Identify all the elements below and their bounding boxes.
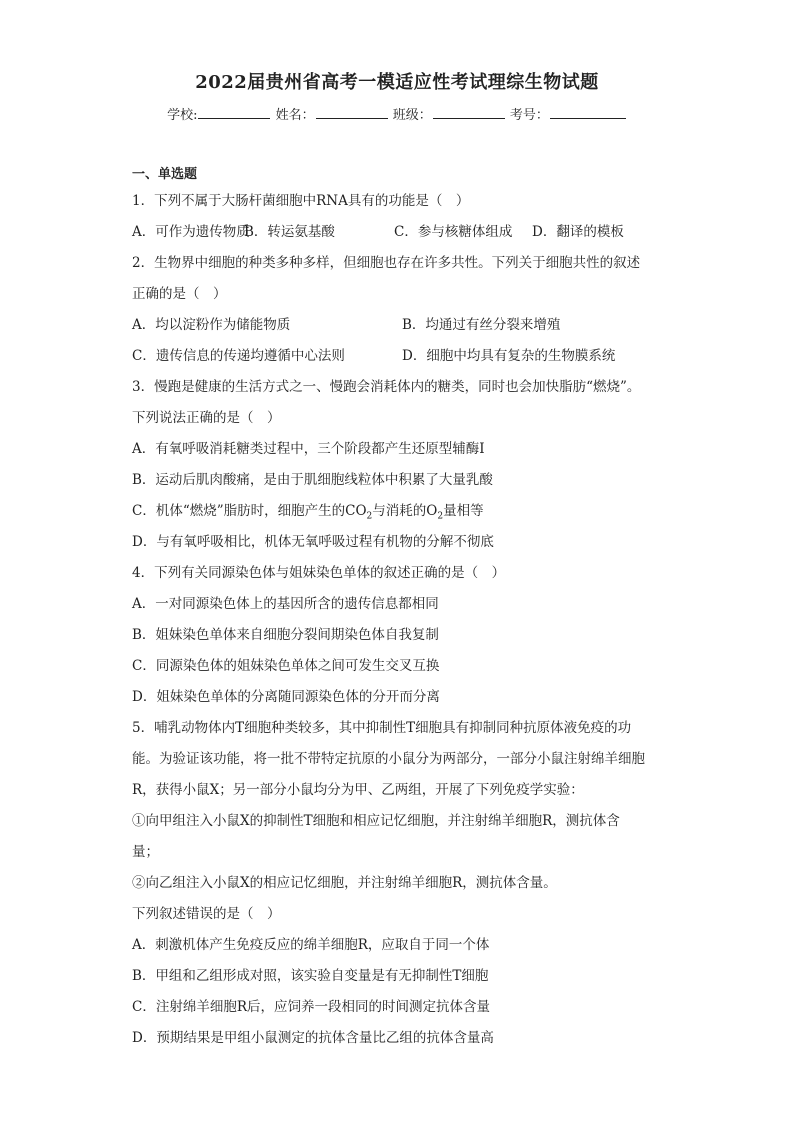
q2-option-b[interactable]: B．均通过有丝分裂来增殖 bbox=[402, 317, 561, 333]
questions bbox=[132, 164, 672, 1054]
q3-stem-cont: 下列说法正确的是（ ） bbox=[132, 410, 281, 426]
q2-option-d[interactable]: D．细胞中均具有复杂的生物膜系统 bbox=[402, 348, 616, 364]
page-title: 2022届贵州省高考一模适应性考试理综生物试题 bbox=[195, 72, 599, 93]
q3-option-d[interactable]: D．与有氧呼吸相比，机体无氧呼吸过程有机物的分解不彻底 bbox=[132, 534, 494, 550]
q4-option-d[interactable]: D．姐妹染色单体的分离随同源染色体的分开而分离 bbox=[132, 689, 440, 705]
school-label: 学校: bbox=[167, 108, 198, 123]
q3-option-a[interactable]: A．有氧呼吸消耗糖类过程中，三个阶段都产生还原型辅酶Ⅰ bbox=[132, 441, 485, 457]
q1-option-c[interactable]: C．参与核糖体组成 bbox=[394, 224, 513, 240]
school-blank[interactable] bbox=[198, 106, 270, 119]
q5-option-b[interactable]: B．甲组和乙组形成对照，该实验自变量是有无抑制性T细胞 bbox=[132, 968, 489, 984]
o2-subscript: 2 bbox=[437, 511, 444, 522]
q5-option-a[interactable]: A．刺激机体产生免疫反应的绵羊细胞R，应取自于同一个体 bbox=[132, 937, 490, 953]
q4-stem: 4．下列有关同源染色体与姐妹染色单体的叙述正确的是（ ） bbox=[132, 565, 506, 581]
q2-options-row1 bbox=[132, 310, 672, 341]
q4-option-c[interactable]: C．同源染色体的姐妹染色单体之间可发生交叉互换 bbox=[132, 658, 440, 674]
q5-stem-cont1: 能。为验证该功能，将一批不带特定抗原的小鼠分为两部分，一部分小鼠注射绵羊细胞 bbox=[132, 751, 645, 767]
q1-stem: 1．下列不属于大肠杆菌细胞中RNA具有的功能是（ ） bbox=[132, 193, 470, 209]
q2-stem: 2．生物界中细胞的种类多种多样，但细胞也存在许多共性。下列关于细胞共性的叙述 bbox=[132, 255, 641, 271]
q5-experiment-1: ①向甲组注入小鼠X的抑制性T细胞和相应记忆细胞，并注射绵羊细胞R，测抗体含 bbox=[132, 813, 620, 829]
q1-option-b[interactable]: B．转运氨基酸 bbox=[244, 224, 335, 240]
student-info-line bbox=[0, 104, 794, 123]
co2-subscript: 2 bbox=[366, 511, 373, 522]
q1-options bbox=[132, 217, 672, 248]
q2-stem-cont: 正确的是（ ） bbox=[132, 286, 227, 302]
q4-option-a[interactable]: A．一对同源染色体上的基因所含的遗传信息都相同 bbox=[132, 596, 439, 612]
q5-experiment-2: ②向乙组注入小鼠X的相应记忆细胞，并注射绵羊细胞R，测抗体含量。 bbox=[132, 875, 557, 891]
q2-option-a[interactable]: A．均以淀粉作为储能物质 bbox=[132, 317, 291, 333]
q2-option-c[interactable]: C．遗传信息的传递均遵循中心法则 bbox=[132, 348, 345, 364]
q5-option-c[interactable]: C．注射绵羊细胞R后，应饲养一段相同的时间测定抗体含量 bbox=[132, 999, 490, 1015]
q3-option-c-text1: C．机体“燃烧”脂肪时，细胞产生的CO bbox=[132, 503, 367, 519]
q5-question: 下列叙述错误的是（ ） bbox=[132, 906, 281, 922]
class-label: 班级： bbox=[392, 108, 432, 123]
section-heading: 一、单选题 bbox=[132, 167, 198, 182]
name-label: 姓名： bbox=[275, 108, 315, 123]
q3-option-c-text2: 与消耗的O bbox=[372, 503, 438, 519]
q5-experiment-1-cont: 量； bbox=[132, 844, 159, 860]
q3-stem: 3．慢跑是健康的生活方式之一、慢跑会消耗体内的糖类，同时也会加快脂肪“燃烧”。 bbox=[132, 379, 641, 395]
q4-option-b[interactable]: B．姐妹染色单体来自细胞分裂间期染色体自我复制 bbox=[132, 627, 439, 643]
q3-option-c-text3: 量相等 bbox=[443, 503, 484, 519]
name-blank[interactable] bbox=[316, 106, 388, 119]
class-blank[interactable] bbox=[433, 106, 505, 119]
q1-option-a[interactable]: A．可作为遗传物质 bbox=[132, 224, 250, 240]
number-blank[interactable] bbox=[550, 106, 626, 119]
q5-stem-cont2: R，获得小鼠X；另一部分小鼠均分为甲、乙两组，开展了下列免疫学实验： bbox=[132, 782, 584, 798]
q3-option-b[interactable]: B．运动后肌肉酸痛，是由于肌细胞线粒体中积累了大量乳酸 bbox=[132, 472, 493, 488]
q3-option-c[interactable] bbox=[132, 496, 672, 527]
number-label: 考号： bbox=[509, 108, 549, 123]
q2-options-row2 bbox=[132, 341, 672, 372]
q5-option-d[interactable]: D．预期结果是甲组小鼠测定的抗体含量比乙组的抗体含量高 bbox=[132, 1030, 494, 1046]
q1-option-d[interactable]: D．翻译的模板 bbox=[532, 224, 624, 240]
q5-stem: 5．哺乳动物体内T细胞种类较多，其中抑制性T细胞具有抑制同种抗原体液免疫的功 bbox=[132, 720, 632, 736]
